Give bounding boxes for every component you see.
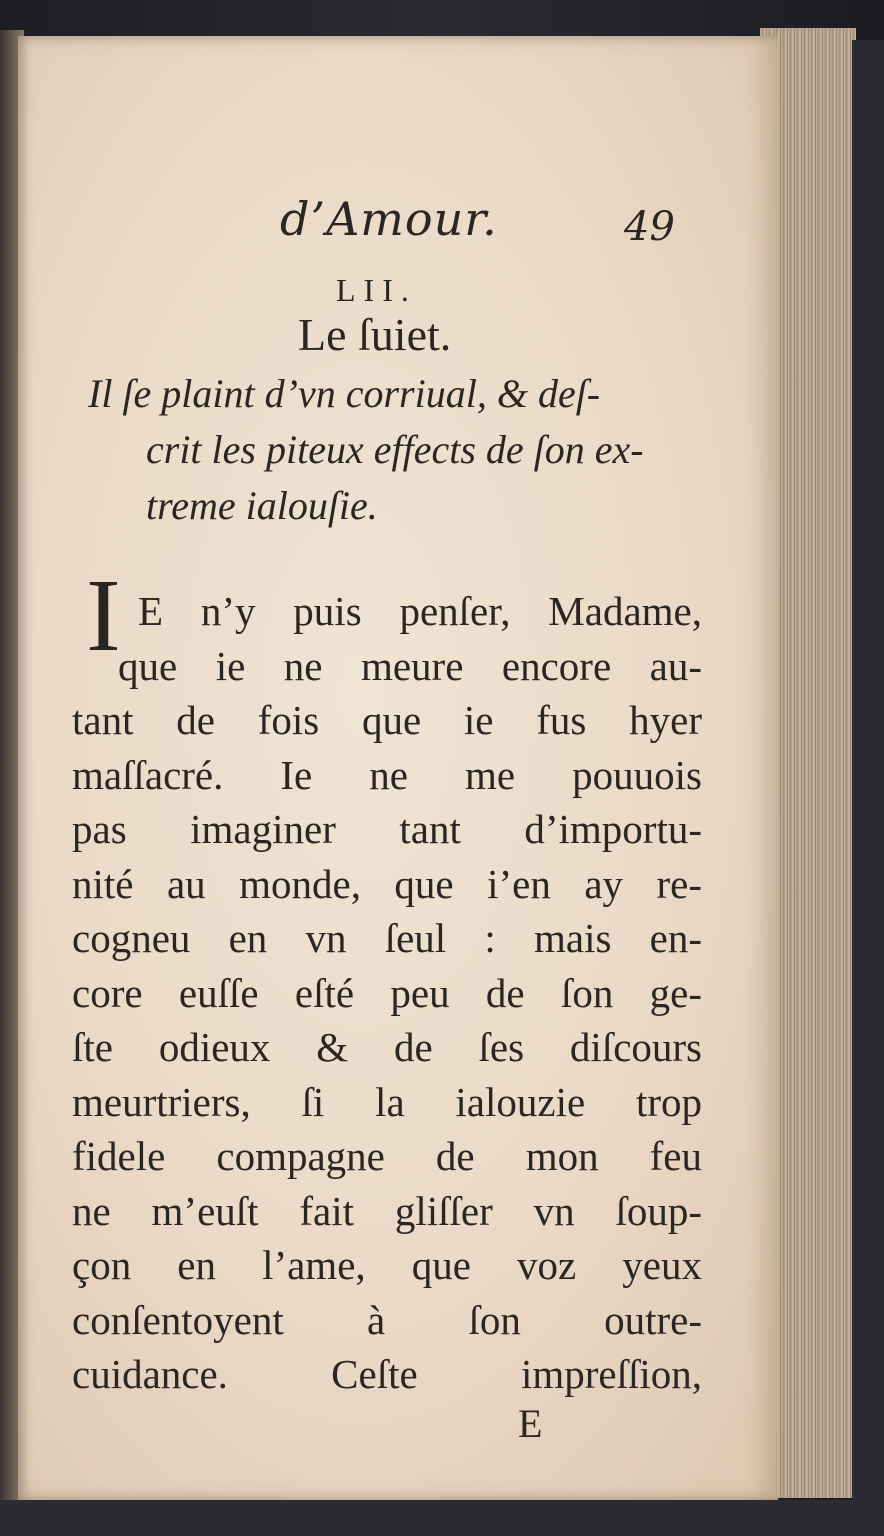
text-line: meurtriers, ſi la ialouzie trop: [72, 1078, 702, 1125]
body-text: [72, 584, 702, 1402]
text-line: E n’y puis penſer, Madame,: [138, 588, 702, 634]
page-number: 49: [624, 204, 675, 250]
section-number: LII.: [336, 272, 417, 308]
text-line: pas imaginer tant d’importu-: [72, 806, 702, 852]
text-line: conſentoyent à ſon outre-: [72, 1296, 702, 1343]
background-strip: [852, 40, 884, 1500]
text-line: cuidance. Ceſte impreſſion,: [72, 1351, 702, 1397]
text-line: que ie ne meure encore au-: [118, 642, 702, 689]
text-line: ne m’euſt fait gliſſer vn ſoup-: [72, 1187, 702, 1234]
signature-mark: E: [518, 1401, 543, 1446]
text-line: cogneu en vn ſeul : mais en-: [72, 915, 702, 961]
drop-cap: I: [86, 558, 121, 673]
text-line: çon en l’ame, que voz yeux: [72, 1242, 702, 1288]
text-line: fidele compagne de mon feu: [72, 1133, 702, 1179]
argument-line: crit les piteux effects de ſon ex-: [146, 427, 644, 472]
text-line: nité au monde, que i’en ay re-: [72, 860, 702, 907]
bottom-background: [0, 1500, 884, 1536]
section-title: Le ſuiet.: [298, 309, 452, 360]
text-line: maſſacré. Ie ne me pouuois: [72, 751, 702, 798]
text-line: tant de fois que ie fus hyer: [72, 697, 702, 743]
text-line: core euſſe eſté peu de ſon ge-: [72, 969, 702, 1016]
argument-line: Il ſe plaint d’vn corriual, & deſ-: [88, 371, 601, 416]
argument-line: treme ialouſie.: [146, 483, 378, 528]
page-header: [18, 186, 778, 256]
text-line: ſte odieux & de ſes diſcours: [72, 1024, 702, 1070]
argument-summary: [88, 366, 708, 534]
running-title: d’Amour.: [280, 192, 498, 246]
book-page: [18, 36, 778, 1500]
